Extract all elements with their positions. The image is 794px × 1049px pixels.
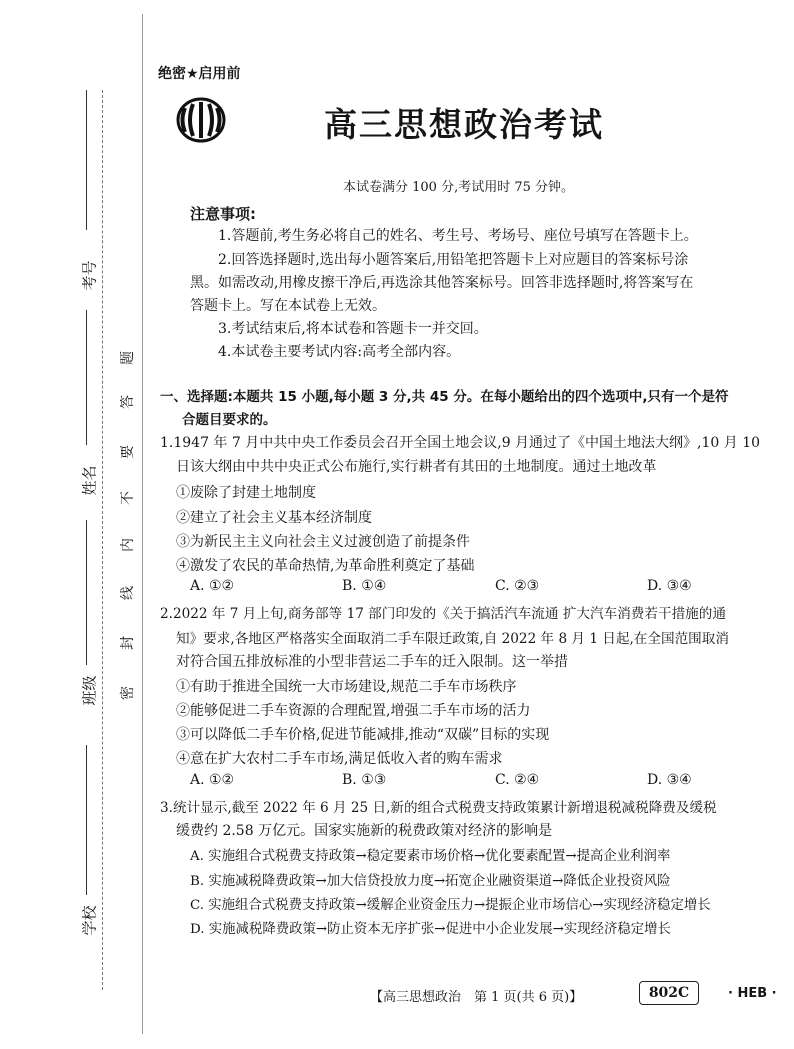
binding-word: 密 [120,686,136,700]
question-3-option: D. 实施减税降费政策→防止资本无序扩张→促进中小企业发展→实现经济稳定增长 [190,922,671,937]
secret-label: 绝密★启用前 [158,66,241,82]
footer-mark: · HEB · [728,986,777,1001]
binding-word: 线 [120,586,136,600]
exam-logo-icon [175,96,227,144]
question-2-stem: 对符合国五排放标准的小型非营运二手车的迁入限制。这一举措 [176,654,568,670]
question-1-stem: 1.1947 年 7 月中共中央工作委员会召开全国土地会议,9 月通过了《中国土地法大纲》,10 月 10 [160,435,761,451]
question-1-option: B. ①④ [342,578,387,594]
notice-line: 1.答题前,考生务必将自己的姓名、考生号、考场号、座位号填写在答题卡上。 [218,228,698,244]
question-1-item: ①废除了封建土地制度 [176,485,316,501]
section-heading-cont: 合题目要求的。 [182,412,277,428]
notice-line: 2.回答选择题时,选出每小题答案后,用铅笔把答题卡上对应题目的答案标号涂 [218,252,689,268]
school-line [86,745,87,895]
question-2-option: B. ①③ [342,772,387,788]
question-1-item: ②建立了社会主义基本经济制度 [176,510,372,526]
binding-word: 封 [120,636,136,650]
exam-number-line [86,90,87,230]
question-1-option: C. ②③ [495,578,540,594]
notice-heading: 注意事项: [190,205,256,223]
question-2-stem: 知》要求,各地区严格落实全面取消二手车限迁政策,自 2022 年 8 月 1 日起,在全国范围取消 [176,631,729,647]
binding-line [102,90,103,990]
question-3-stem: 缓费约 2.58 万亿元。国家实施新的税费政策对经济的影响是 [176,823,553,839]
page-title: 高三思想政治考试 [324,105,604,144]
section-heading: 一、选择题:本题共 15 小题,每小题 3 分,共 45 分。在每小题给出的四个选项中,只有一个是符 [160,389,729,405]
binding-word: 答 [120,395,136,409]
question-1-stem: 日该大纲由中共中央正式公布施行,实行耕者有其田的土地制度。通过土地改革 [176,459,657,475]
footer-page-info: 【高三思想政治 第 1 页(共 6 页)】 [370,990,583,1005]
side-label-class: 班级 [80,675,99,706]
question-2-item: ③可以降低二手车价格,促进节能减排,推动“双碳”目标的实现 [176,727,550,743]
question-1-option: D. ③④ [647,578,692,594]
question-3-stem: 3.统计显示,截至 2022 年 6 月 25 日,新的组合式税费支持政策累计新增退税减税降费及缓税 [160,800,717,816]
binding-word: 题 [120,351,136,365]
question-2-option: A. ①② [190,772,235,788]
question-2-item: ④意在扩大农村二手车市场,满足低收入者的购车需求 [176,751,503,767]
name-line [86,310,87,445]
notice-line: 答题卡上。写在本试卷上无效。 [190,298,386,314]
side-label-exam-number: 考号 [80,260,99,291]
binding-word: 内 [120,538,136,552]
question-2-item: ①有助于推进全国统一大市场建设,规范二手车市场秩序 [176,679,517,695]
question-1-item: ④激发了农民的革命热情,为革命胜利奠定了基础 [176,558,475,574]
question-2-item: ②能够促进二手车资源的合理配置,增强二手车市场的活力 [176,703,531,719]
side-label-name: 姓名 [80,465,99,496]
notice-line: 3.考试结束后,将本试卷和答题卡一并交回。 [218,321,488,337]
side-label-school: 学校 [80,905,99,936]
notice-line: 黑。如需改动,用橡皮擦干净后,再选涂其他答案标号。回答非选择题时,将答案写在 [190,275,694,291]
notice-line: 4.本试卷主要考试内容:高考全部内容。 [218,344,461,360]
question-3-option: C. 实施组合式税费支持政策→缓解企业资金压力→提振企业市场信心→实现经济稳定增长 [190,898,711,913]
question-2-stem: 2.2022 年 7 月上旬,商务部等 17 部门印发的《关于搞活汽车流通 扩大汽车消费若干措施的通 [160,606,726,622]
question-3-option: A. 实施组合式税费支持政策→稳定要素市场价格→优化要素配置→提高企业利润率 [190,849,671,864]
binding-word: 要 [120,445,136,459]
question-2-option: D. ③④ [647,772,692,788]
class-line [86,520,87,665]
footer-code-badge: 802C [639,981,699,1005]
subtitle: 本试卷满分 100 分,考试用时 75 分钟。 [343,180,575,195]
binding-word: 不 [120,491,136,505]
binding-words [117,330,137,730]
question-2-option: C. ②④ [495,772,540,788]
question-1-option: A. ①② [190,578,235,594]
question-3-option: B. 实施减税降费政策→加大信贷投放力度→拓宽企业融资渠道→降低企业投资风险 [190,874,671,889]
question-1-item: ③为新民主主义向社会主义过渡创造了前提条件 [176,534,470,550]
